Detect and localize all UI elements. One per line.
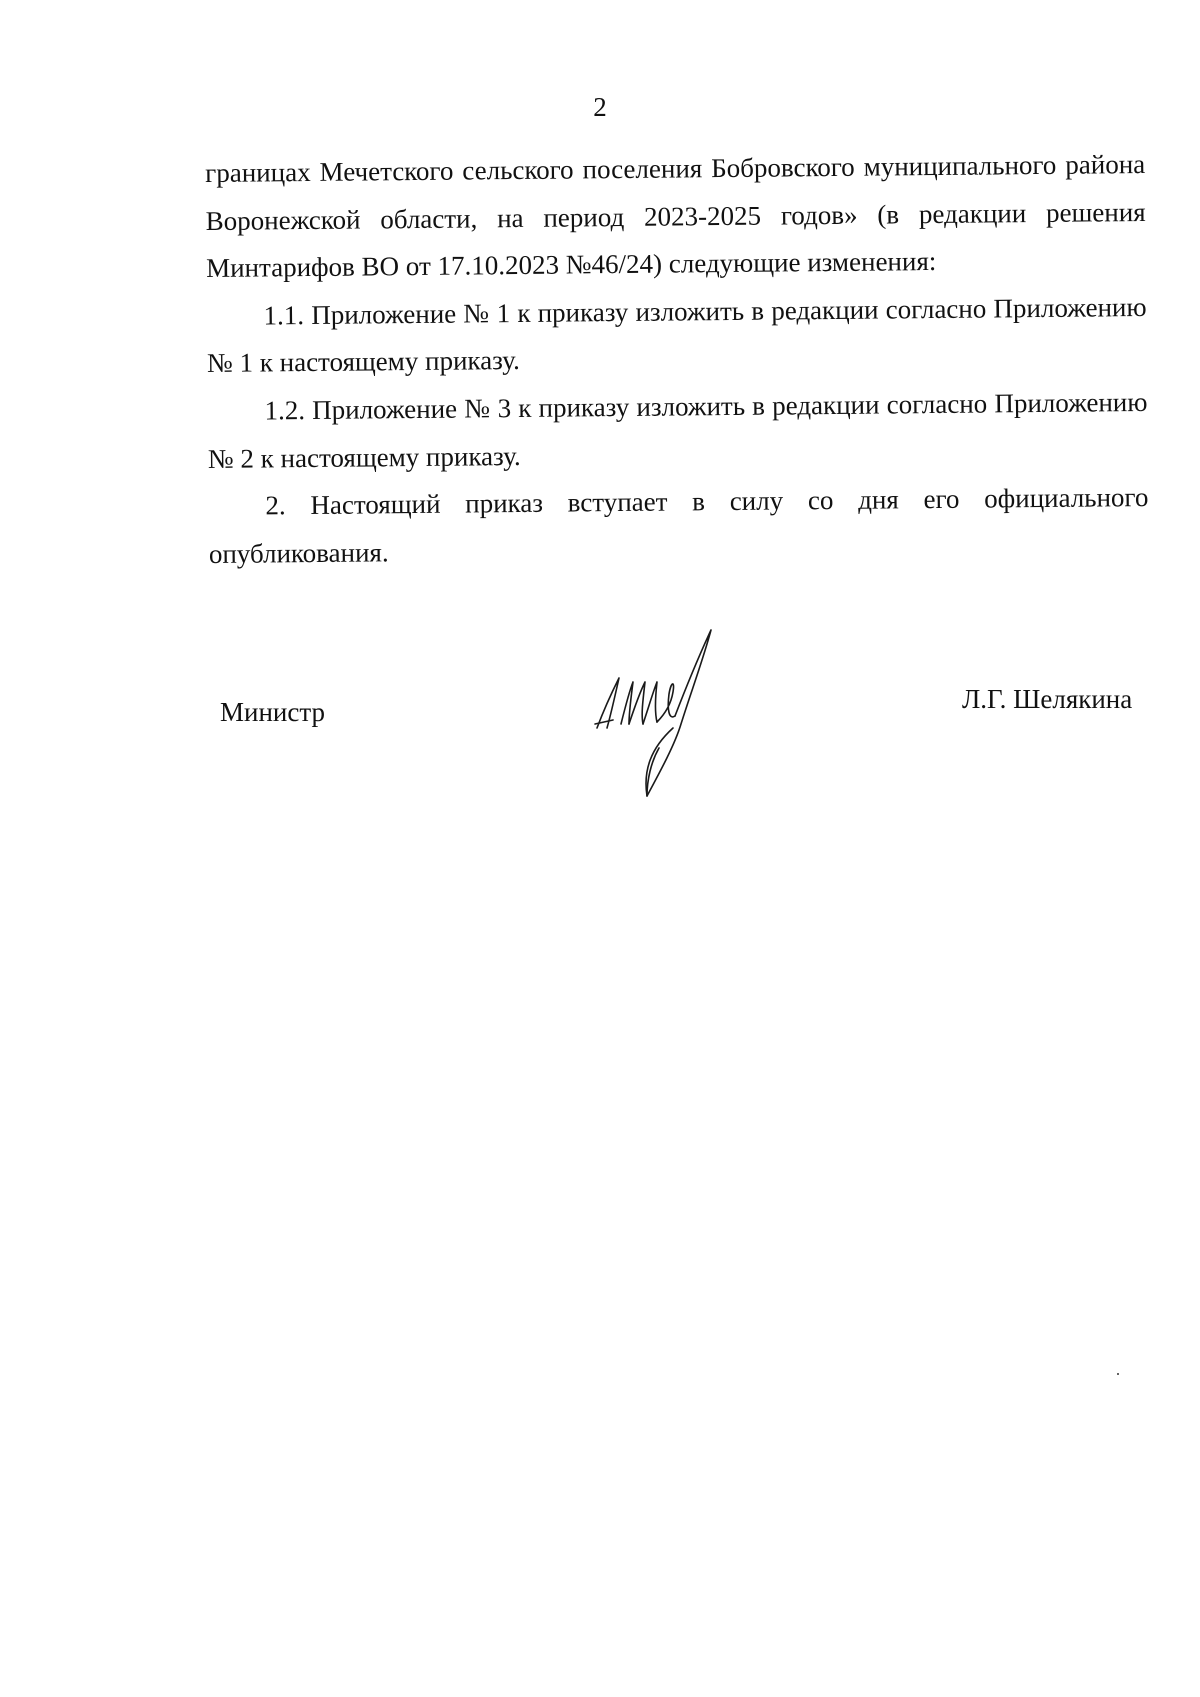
document-body [205, 141, 1149, 578]
paragraph-item-1-1: 1.1. Приложение № 1 к приказу изложить в редакции согласно Приложению № 1 к настоящему приказу. [206, 291, 1147, 379]
handwritten-signature [585, 620, 745, 810]
paragraph-continuation: границах Мечетского сельского поселения Бобровского муниципального района Воронежской области, на период 2023-2025 годов» (в редакции решения Минтарифов ВО от 17.10.2023 №46/24) следующие изменения: [205, 148, 1146, 284]
signatory-name: Л.Г. Шелякина [962, 684, 1133, 714]
paragraph-item-2: 2. Настоящий приказ вступает в силу со дня его официального опубликования. [208, 482, 1149, 569]
scan-speck [1117, 1373, 1119, 1375]
paragraph-item-1-2: 1.2. Приложение № 3 к приказу изложить в редакции согласно Приложению № 2 к настоящему приказу. [207, 386, 1148, 474]
signatory-title: Министр [220, 697, 325, 727]
page-number: 2 [593, 92, 607, 122]
